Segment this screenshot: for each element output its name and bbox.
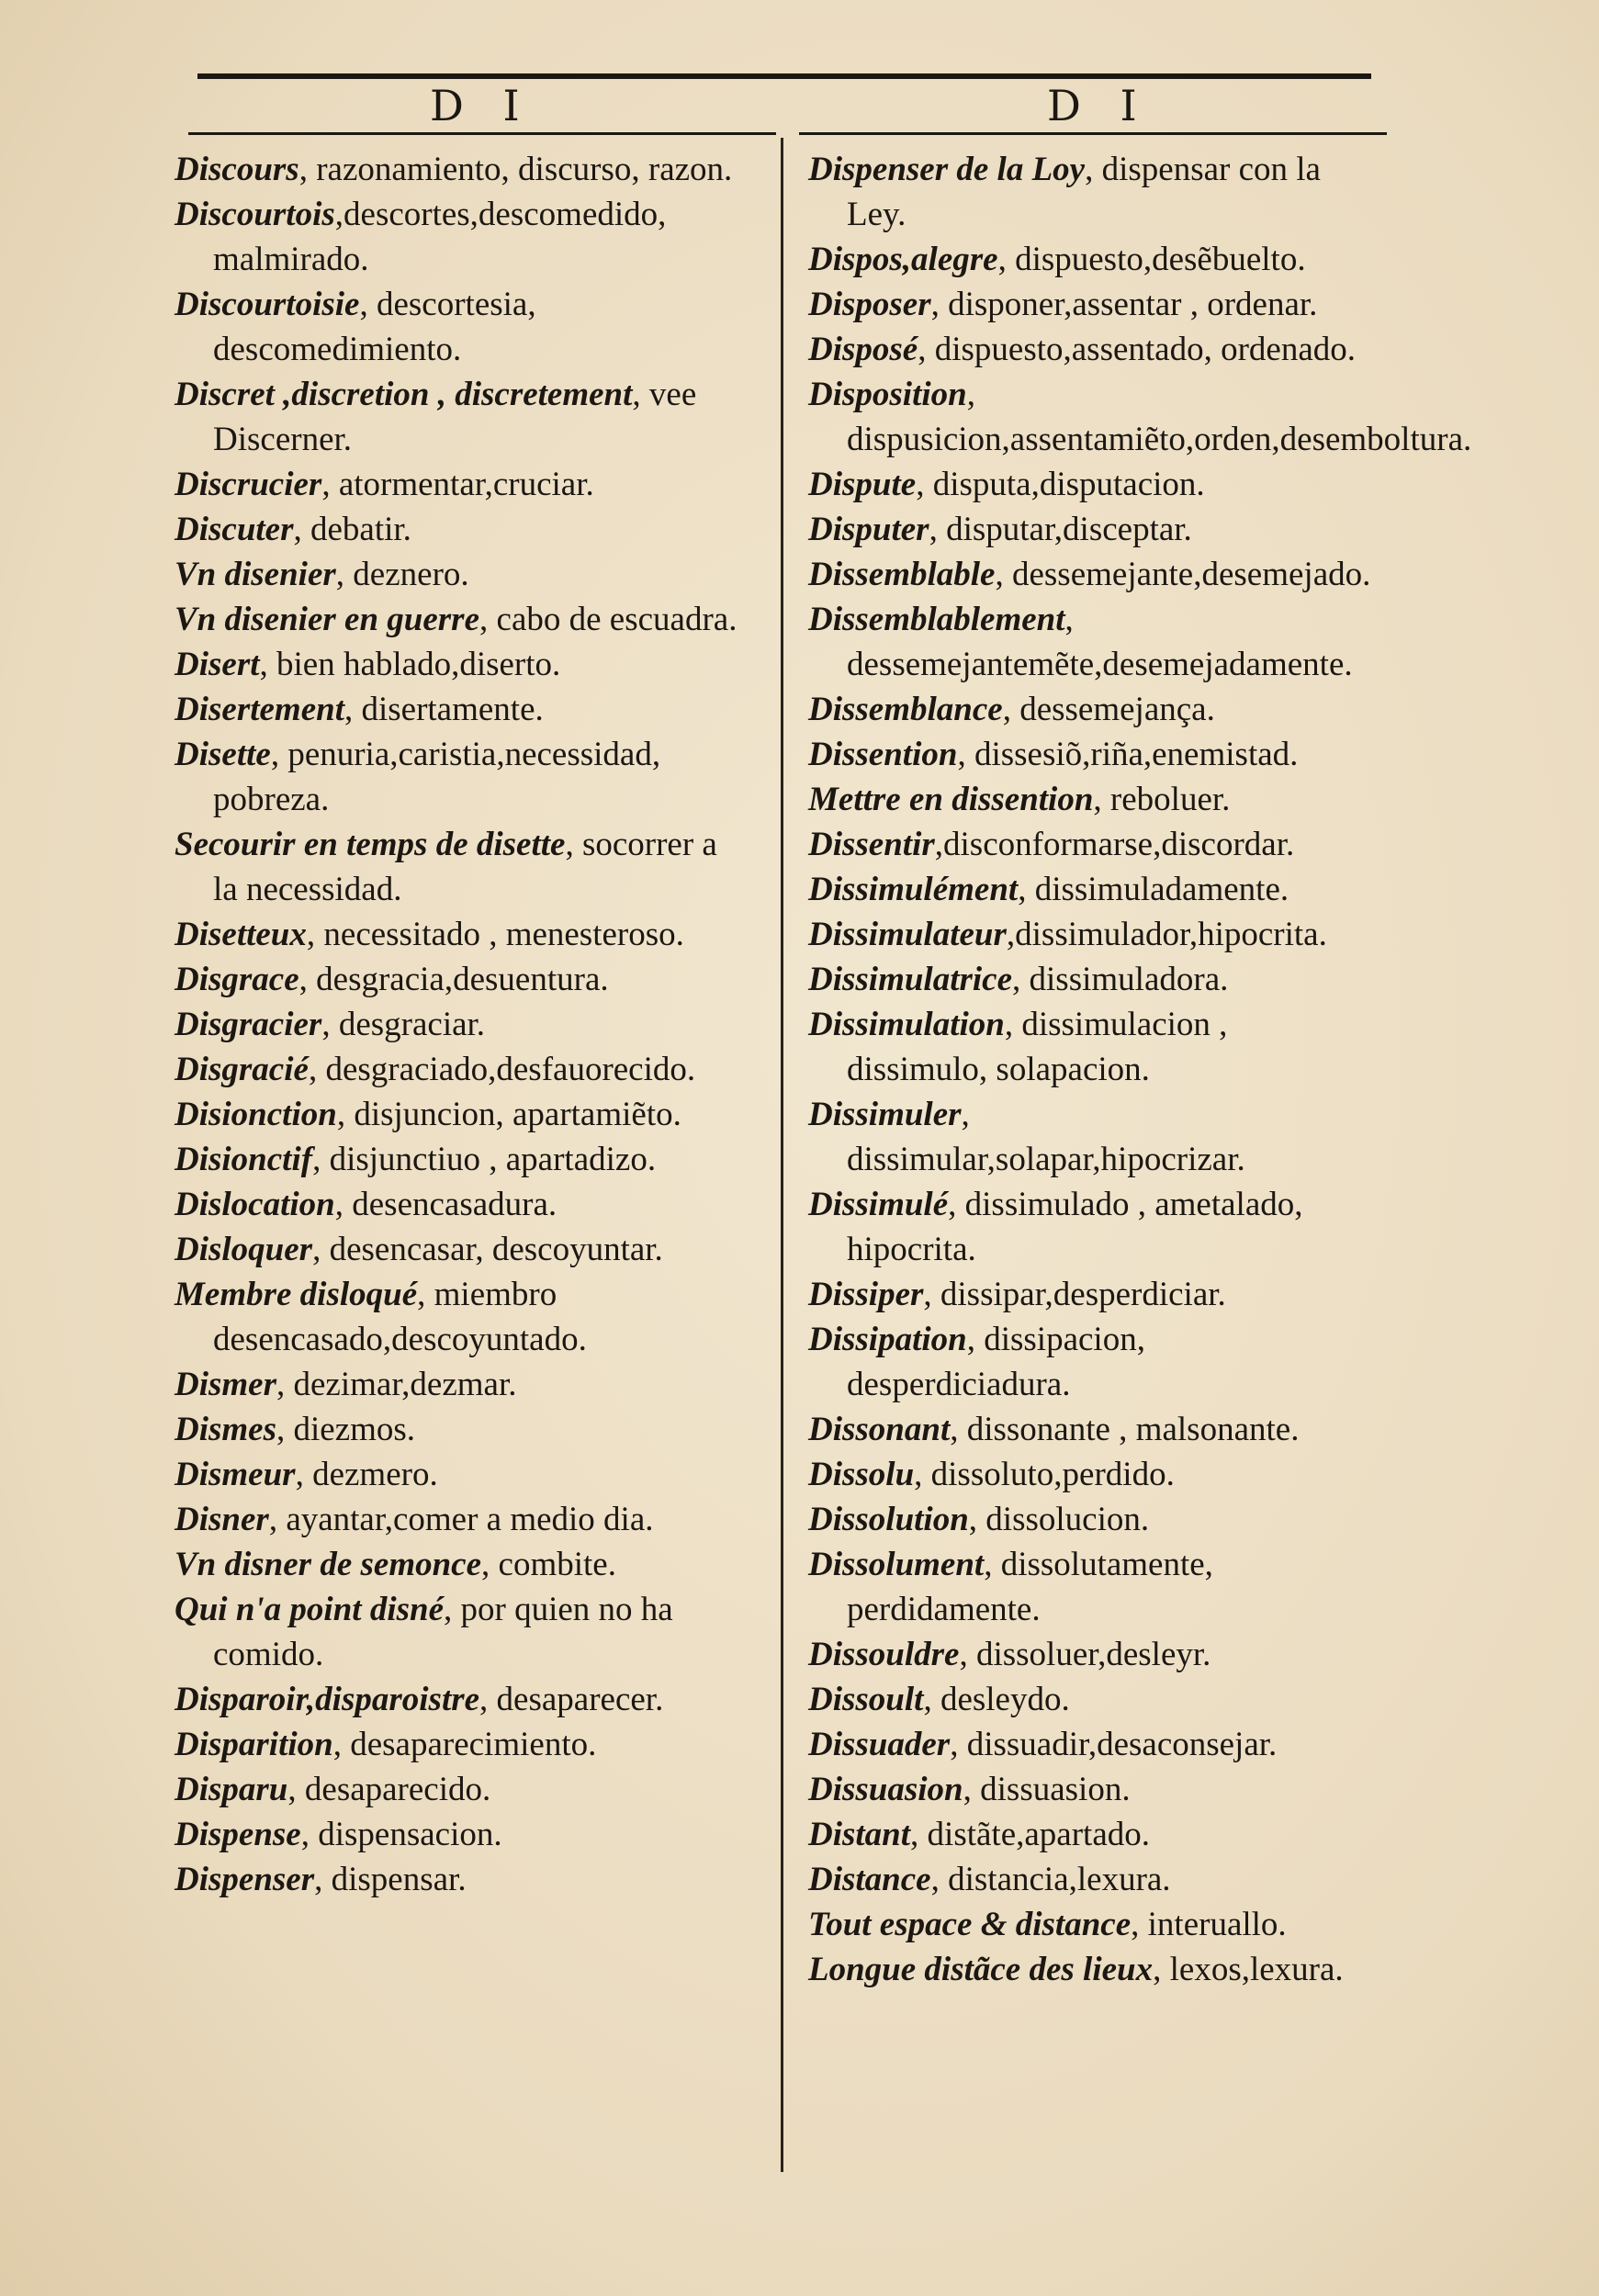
dictionary-entry bbox=[808, 777, 1373, 822]
entry-translation: , descortesia, descomedimiento. bbox=[213, 286, 536, 368]
entry-headword: Dismes bbox=[175, 1411, 276, 1448]
entry-translation: , dissoluto,perdido. bbox=[914, 1456, 1175, 1493]
entry-headword: Distance bbox=[808, 1861, 931, 1898]
header-rule-left bbox=[188, 132, 776, 135]
dictionary-entry bbox=[808, 912, 1373, 957]
dictionary-entry bbox=[175, 1722, 739, 1767]
dictionary-entry bbox=[175, 1227, 739, 1272]
entry-translation: , dissimuladora. bbox=[1012, 961, 1229, 998]
dictionary-entry bbox=[175, 1452, 739, 1497]
entry-headword: Disposer bbox=[808, 286, 931, 323]
dictionary-entry bbox=[175, 1857, 739, 1902]
entry-headword: Disparoir,disparoistre bbox=[175, 1681, 480, 1718]
entry-headword: Disposé bbox=[808, 331, 918, 368]
entry-headword: Dismeur bbox=[175, 1456, 296, 1493]
dictionary-entry bbox=[175, 372, 739, 462]
dictionary-entry bbox=[808, 1092, 1373, 1182]
entry-headword: Vn disenier bbox=[175, 556, 336, 593]
entry-translation: , bien hablado,diserto. bbox=[259, 646, 561, 683]
dictionary-entry bbox=[808, 1947, 1373, 1992]
entry-translation: , desaparecer. bbox=[479, 1681, 664, 1718]
entry-translation: , dispuesto,desẽbuelto. bbox=[997, 241, 1306, 278]
entry-headword: Distant bbox=[808, 1816, 911, 1853]
entry-headword: Dissonant bbox=[808, 1411, 951, 1448]
entry-headword: Dispute bbox=[808, 466, 917, 503]
entry-translation: , dissuasion. bbox=[963, 1771, 1131, 1808]
entry-headword: Discrucier bbox=[175, 466, 322, 503]
entry-translation: , desencasadura. bbox=[334, 1186, 557, 1223]
entry-headword: Dissemblance bbox=[808, 691, 1003, 728]
dictionary-entry bbox=[175, 147, 739, 192]
entry-translation: , desgraciar. bbox=[321, 1006, 486, 1043]
entry-translation: , disertamente. bbox=[343, 691, 544, 728]
entry-translation: , dissoluer,desleyr. bbox=[959, 1636, 1211, 1673]
entry-headword: Dissimulation bbox=[808, 1006, 1005, 1043]
entry-headword: Dissouldre bbox=[808, 1636, 960, 1673]
entry-translation: , atormentar,cruciar. bbox=[321, 466, 594, 503]
dictionary-entry bbox=[175, 822, 739, 912]
running-head-left: D I bbox=[430, 81, 533, 130]
entry-translation: , dissolutamente, perdidamente. bbox=[847, 1546, 1213, 1628]
dictionary-entry bbox=[808, 462, 1373, 507]
top-rule bbox=[197, 73, 1371, 79]
entry-headword: Vn disenier en guerre bbox=[175, 601, 480, 638]
dictionary-entry bbox=[808, 687, 1373, 732]
header-rule-right bbox=[799, 132, 1387, 135]
running-head-right: D I bbox=[1047, 81, 1150, 130]
entry-translation: , dessemejança. bbox=[1002, 691, 1215, 728]
dictionary-entry bbox=[808, 867, 1373, 912]
dictionary-entry bbox=[175, 507, 739, 552]
entry-translation: , desaparecimiento. bbox=[332, 1726, 597, 1763]
dictionary-entry bbox=[808, 282, 1373, 327]
entry-translation: , necessitado , menesteroso. bbox=[306, 916, 684, 953]
dictionary-entry bbox=[175, 1587, 739, 1677]
entry-headword: Disgracier bbox=[175, 1006, 322, 1043]
entry-translation: , desencasar, descoyuntar. bbox=[312, 1231, 663, 1268]
entry-headword: Tout espace & distance bbox=[808, 1906, 1132, 1943]
dictionary-entry bbox=[175, 732, 739, 822]
entry-translation: ,dissimulador,hipocrita. bbox=[1006, 916, 1327, 953]
dictionary-entry bbox=[808, 1902, 1373, 1947]
entry-translation: , dessemejantemẽte,desemejadamente. bbox=[847, 601, 1353, 683]
entry-headword: Vn disner de semonce bbox=[175, 1546, 482, 1583]
entry-translation: , dissimuladamente. bbox=[1018, 871, 1289, 908]
entry-translation: , ayantar,comer a medio dia. bbox=[268, 1501, 654, 1538]
dictionary-entry bbox=[808, 1317, 1373, 1407]
entry-translation: , desgraciado,desfauorecido. bbox=[308, 1051, 696, 1088]
dictionary-entry bbox=[808, 372, 1472, 462]
entry-headword: Disner bbox=[175, 1501, 269, 1538]
dictionary-entry bbox=[808, 1497, 1373, 1542]
entry-headword: Dissolument bbox=[808, 1546, 985, 1583]
dictionary-entry bbox=[175, 282, 739, 372]
entry-translation: , socorrer a la necessidad. bbox=[213, 826, 717, 908]
entry-headword: Qui n'a point disné bbox=[175, 1591, 445, 1628]
dictionary-entry bbox=[175, 957, 739, 1002]
entry-translation: , diezmos. bbox=[276, 1411, 416, 1448]
entry-translation: , dispusicion,assentamiẽto,orden,desemboltura. bbox=[847, 376, 1472, 458]
entry-headword: Longue distãce des lieux bbox=[808, 1951, 1154, 1988]
entry-headword: Dissemblablement bbox=[808, 601, 1065, 638]
entry-headword: Dispense bbox=[175, 1816, 301, 1853]
entry-headword: Disertement bbox=[175, 691, 344, 728]
dictionary-entry bbox=[808, 1767, 1373, 1812]
entry-translation: , dissipacion, desperdiciadura. bbox=[847, 1321, 1145, 1403]
entry-translation: , distancia,lexura. bbox=[930, 1861, 1171, 1898]
entry-headword: Disgracié bbox=[175, 1051, 309, 1088]
entry-headword: Dissimulatrice bbox=[808, 961, 1013, 998]
dictionary-entry bbox=[808, 147, 1373, 237]
dictionary-entry bbox=[808, 1272, 1373, 1317]
dictionary-entry bbox=[808, 507, 1373, 552]
entry-headword: Discret ,discretion , discretement bbox=[175, 376, 633, 413]
entry-translation: , combite. bbox=[481, 1546, 616, 1583]
dictionary-entry bbox=[175, 912, 739, 957]
entry-translation: ,descortes,descomedido, malmirado. bbox=[213, 196, 667, 278]
entry-headword: Dissuasion bbox=[808, 1771, 963, 1808]
entry-translation: , interuallo. bbox=[1131, 1906, 1287, 1943]
entry-headword: Disgrace bbox=[175, 961, 299, 998]
entry-headword: Disetteux bbox=[175, 916, 307, 953]
dictionary-entry bbox=[808, 237, 1373, 282]
entry-translation: , dissuadir,desaconsejar. bbox=[950, 1726, 1278, 1763]
dictionary-entry bbox=[808, 1722, 1373, 1767]
entry-translation: , dissonante , malsonante. bbox=[950, 1411, 1300, 1448]
entry-headword: Dissiper bbox=[808, 1276, 924, 1313]
dictionary-entry bbox=[175, 1182, 739, 1227]
entry-headword: Disionction bbox=[175, 1096, 337, 1133]
entry-headword: Disloquer bbox=[175, 1231, 313, 1268]
entry-translation: , dessemejante,desemejado. bbox=[995, 556, 1371, 593]
entry-translation: , reboluer. bbox=[1093, 781, 1231, 818]
dictionary-entry bbox=[175, 552, 739, 597]
entry-translation: , dissimulacion , dissimulo, solapacion. bbox=[847, 1006, 1228, 1088]
dictionary-entry bbox=[808, 1632, 1373, 1677]
dictionary-entry bbox=[175, 462, 739, 507]
entry-translation: , dissesiõ,riña,enemistad. bbox=[957, 736, 1299, 773]
entry-translation: ,disconformarse,discordar. bbox=[934, 826, 1295, 863]
dictionary-entry bbox=[808, 822, 1373, 867]
entry-headword: Disette bbox=[175, 736, 271, 773]
dictionary-entry bbox=[175, 1047, 739, 1092]
entry-headword: Dissuader bbox=[808, 1726, 951, 1763]
entry-headword: Dispenser bbox=[175, 1861, 315, 1898]
dictionary-entry bbox=[175, 1812, 739, 1857]
entry-translation: , distãte,apartado. bbox=[910, 1816, 1150, 1853]
entry-headword: Dismer bbox=[175, 1366, 276, 1403]
entry-translation: , desaparecido. bbox=[287, 1771, 491, 1808]
dictionary-entry bbox=[808, 327, 1373, 372]
dictionary-entry bbox=[175, 1767, 739, 1812]
entry-headword: Secourir en temps de disette bbox=[175, 826, 566, 863]
entry-headword: Disert bbox=[175, 646, 260, 683]
entry-headword: Membre disloqué bbox=[175, 1276, 418, 1313]
entry-headword: Disparition bbox=[175, 1726, 333, 1763]
dictionary-entry bbox=[175, 1497, 739, 1542]
right-column bbox=[808, 147, 1472, 1992]
entry-translation: , debatir. bbox=[293, 511, 411, 548]
entry-translation: , dispensar con la Ley. bbox=[847, 151, 1321, 233]
entry-headword: Disputer bbox=[808, 511, 929, 548]
entry-headword: Dissoult bbox=[808, 1681, 924, 1718]
entry-translation: , dissimulado , ametalado, hipocrita. bbox=[847, 1186, 1303, 1268]
entry-translation: , disputa,disputacion. bbox=[916, 466, 1205, 503]
dictionary-entry bbox=[175, 1137, 739, 1182]
entry-translation: , dezimar,dezmar. bbox=[276, 1366, 517, 1403]
dictionary-entry bbox=[175, 642, 739, 687]
left-column bbox=[175, 147, 739, 1902]
entry-translation: , disjuncion, apartamiẽto. bbox=[336, 1096, 681, 1133]
dictionary-entry bbox=[808, 1002, 1373, 1092]
dictionary-entry bbox=[808, 1452, 1373, 1497]
entry-headword: Dissention bbox=[808, 736, 958, 773]
entry-headword: Dissimuler bbox=[808, 1096, 962, 1133]
entry-headword: Dissimulément bbox=[808, 871, 1019, 908]
dictionary-entry bbox=[175, 1272, 739, 1362]
dictionary-entry bbox=[808, 1182, 1373, 1272]
entry-headword: Dissimulé bbox=[808, 1186, 949, 1223]
entry-translation: , dispensacion. bbox=[300, 1816, 502, 1853]
entry-translation: , desgracia,desuentura. bbox=[298, 961, 609, 998]
entry-headword: Dissentir bbox=[808, 826, 935, 863]
entry-translation: , dispuesto,assentado, ordenado. bbox=[918, 331, 1357, 368]
dictionary-entry bbox=[175, 687, 739, 732]
entry-translation: , dissipar,desperdiciar. bbox=[923, 1276, 1226, 1313]
entry-translation: , dissimular,solapar,hipocrizar. bbox=[847, 1096, 1245, 1178]
dictionary-entry bbox=[808, 957, 1373, 1002]
entry-translation: , disponer,assentar , ordenar. bbox=[930, 286, 1318, 323]
dictionary-entry bbox=[808, 732, 1373, 777]
entry-headword: Dissemblable bbox=[808, 556, 996, 593]
entry-translation: , deznero. bbox=[335, 556, 469, 593]
dictionary-entry bbox=[175, 1002, 739, 1047]
entry-headword: Disionctif bbox=[175, 1141, 313, 1178]
dictionary-entry bbox=[808, 1677, 1373, 1722]
dictionary-entry bbox=[175, 1542, 739, 1587]
entry-translation: , desleydo. bbox=[923, 1681, 1070, 1718]
dictionary-entry bbox=[175, 597, 739, 642]
dictionary-entry bbox=[175, 192, 739, 282]
entry-headword: Dissipation bbox=[808, 1321, 967, 1358]
entry-headword: Discours bbox=[175, 151, 299, 188]
entry-headword: Dissimulateur bbox=[808, 916, 1007, 953]
entry-translation: , disputar,disceptar. bbox=[929, 511, 1192, 548]
entry-translation: , vee Discerner. bbox=[213, 376, 697, 458]
dictionary-entry bbox=[808, 1812, 1373, 1857]
entry-translation: , miembro desencasado,descoyuntado. bbox=[213, 1276, 587, 1358]
entry-translation: , razonamiento, discurso, razon. bbox=[298, 151, 733, 188]
entry-headword: Dispenser de la Loy bbox=[808, 151, 1086, 188]
entry-translation: , por quien no ha comido. bbox=[213, 1591, 673, 1673]
entry-translation: , disjunctiuo , apartadizo. bbox=[312, 1141, 657, 1178]
entry-headword: Discourtois bbox=[175, 196, 335, 233]
dictionary-entry bbox=[808, 1857, 1373, 1902]
dictionary-entry bbox=[808, 1407, 1373, 1452]
entry-translation: , lexos,lexura. bbox=[1153, 1951, 1344, 1988]
dictionary-entry bbox=[175, 1677, 739, 1722]
dictionary-entry bbox=[808, 597, 1373, 687]
entry-translation: , cabo de escuadra. bbox=[479, 601, 738, 638]
entry-translation: , dispensar. bbox=[314, 1861, 467, 1898]
column-divider bbox=[781, 138, 783, 2172]
dictionary-entry bbox=[808, 552, 1373, 597]
dictionary-entry bbox=[808, 1542, 1373, 1632]
dictionary-entry bbox=[175, 1362, 739, 1407]
entry-headword: Disposition bbox=[808, 376, 967, 413]
entry-headword: Dispos,alegre bbox=[808, 241, 998, 278]
entry-translation: , dissolucion. bbox=[968, 1501, 1150, 1538]
entry-headword: Dissolution bbox=[808, 1501, 969, 1538]
dictionary-entry bbox=[175, 1407, 739, 1452]
entry-headword: Mettre en dissention bbox=[808, 781, 1094, 818]
entry-translation: , penuria,caristia,necessidad, pobreza. bbox=[213, 736, 661, 818]
entry-headword: Discourtoisie bbox=[175, 286, 360, 323]
entry-headword: Disparu bbox=[175, 1771, 288, 1808]
entry-translation: , dezmero. bbox=[295, 1456, 438, 1493]
entry-headword: Discuter bbox=[175, 511, 294, 548]
dictionary-entry bbox=[175, 1092, 739, 1137]
entry-headword: Dislocation bbox=[175, 1186, 335, 1223]
entry-headword: Dissolu bbox=[808, 1456, 915, 1493]
